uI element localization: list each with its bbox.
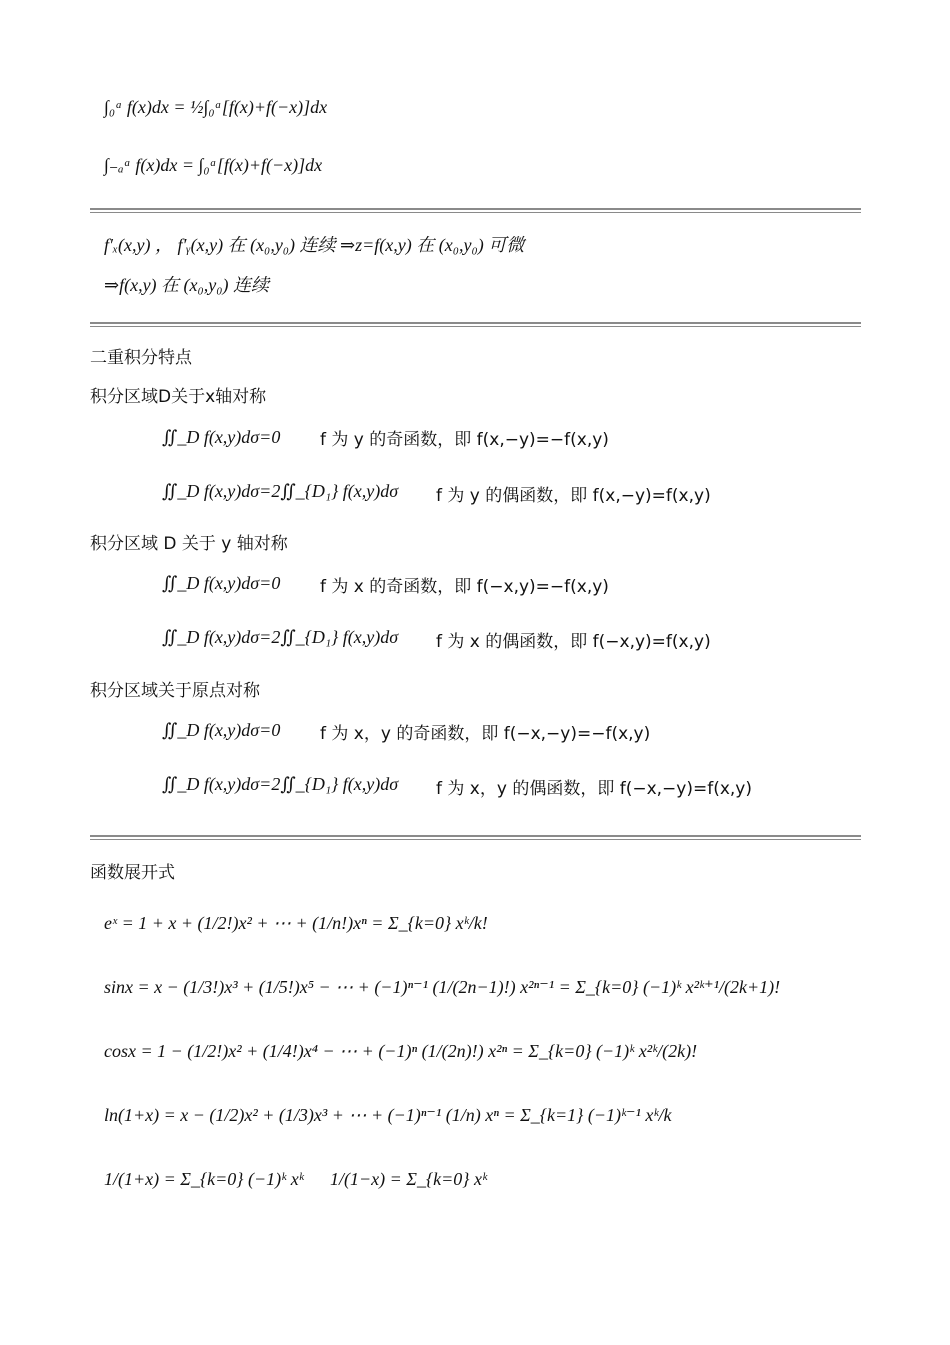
y-axis-symmetry-heading: 积分区域 D 关于 y 轴对称	[90, 534, 288, 554]
integral-formula-2: ∫₋ₐᵃ f(x)dx = ∫₀ᵃ[f(x)+f(−x)]dx	[104, 155, 323, 175]
geometric-series-plus: 1/(1+x) = Σ_{k=0} (−1)ᵏ xᵏ	[104, 1169, 304, 1189]
y-axis-even-note: f 为 x 的偶函数，即 f(−x,y)=f(x,y)	[436, 632, 711, 652]
section-divider-3	[90, 835, 861, 840]
x-axis-even-formula: ∬_D f(x,y)dσ=2∬_{D₁} f(x,y)dσ	[162, 481, 399, 501]
section-divider-2	[90, 322, 861, 327]
integral-formula-1: ∫₀ᵃ f(x)dx = ½∫₀ᵃ[f(x)+f(−x)]dx	[104, 97, 328, 117]
continuity-statement-1: f′ₓ(x,y) ， f′ᵧ(x,y) 在 (x₀,y₀) 连续 ⇒z=f(x,y) 在 (x₀,y₀) 可微	[104, 235, 525, 255]
series-expansion-title: 函数展开式	[90, 863, 175, 883]
continuity-statement-2: ⇒f(x,y) 在 (x₀,y₀) 连续	[104, 275, 270, 295]
y-axis-odd-note: f 为 x 的奇函数，即 f(−x,y)=−f(x,y)	[320, 577, 609, 597]
origin-even-formula: ∬_D f(x,y)dσ=2∬_{D₁} f(x,y)dσ	[162, 774, 399, 794]
sin-series: sinx = x − (1/3!)x³ + (1/5!)x⁵ − ⋯ + (−1)ⁿ⁻¹ (1/(2n−1)!) x²ⁿ⁻¹ = Σ_{k=0} (−1)ᵏ x²ᵏ⁺¹/(2k+1)!	[104, 977, 781, 997]
ln-series: ln(1+x) = x − (1/2)x² + (1/3)x³ + ⋯ + (−1)ⁿ⁻¹ (1/n) xⁿ = Σ_{k=1} (−1)ᵏ⁻¹ xᵏ/k	[104, 1105, 672, 1125]
x-axis-symmetry-heading: 积分区域D关于x轴对称	[90, 387, 267, 407]
x-axis-even-note: f 为 y 的偶函数，即 f(x,−y)=f(x,y)	[436, 486, 711, 506]
exp-series: eˣ = 1 + x + (1/2!)x² + ⋯ + (1/n!)xⁿ = Σ_{k=0} xᵏ/k!	[104, 913, 488, 933]
y-axis-even-formula: ∬_D f(x,y)dσ=2∬_{D₁} f(x,y)dσ	[162, 627, 399, 647]
section-divider-1	[90, 208, 861, 213]
double-integral-title: 二重积分特点	[90, 348, 192, 368]
x-axis-odd-note: f 为 y 的奇函数，即 f(x,−y)=−f(x,y)	[320, 430, 609, 450]
x-axis-odd-formula: ∬_D f(x,y)dσ=0	[162, 427, 281, 447]
origin-odd-note: f 为 x，y 的奇函数，即 f(−x,−y)=−f(x,y)	[320, 724, 651, 744]
origin-symmetry-heading: 积分区域关于原点对称	[90, 681, 260, 701]
y-axis-odd-formula: ∬_D f(x,y)dσ=0	[162, 573, 281, 593]
cos-series: cosx = 1 − (1/2!)x² + (1/4!)x⁴ − ⋯ + (−1)ⁿ (1/(2n)!) x²ⁿ = Σ_{k=0} (−1)ᵏ x²ᵏ/(2k)!	[104, 1041, 698, 1061]
origin-even-note: f 为 x，y 的偶函数，即 f(−x,−y)=f(x,y)	[436, 779, 753, 799]
geometric-series-minus: 1/(1−x) = Σ_{k=0} xᵏ	[330, 1169, 488, 1189]
origin-odd-formula: ∬_D f(x,y)dσ=0	[162, 720, 281, 740]
